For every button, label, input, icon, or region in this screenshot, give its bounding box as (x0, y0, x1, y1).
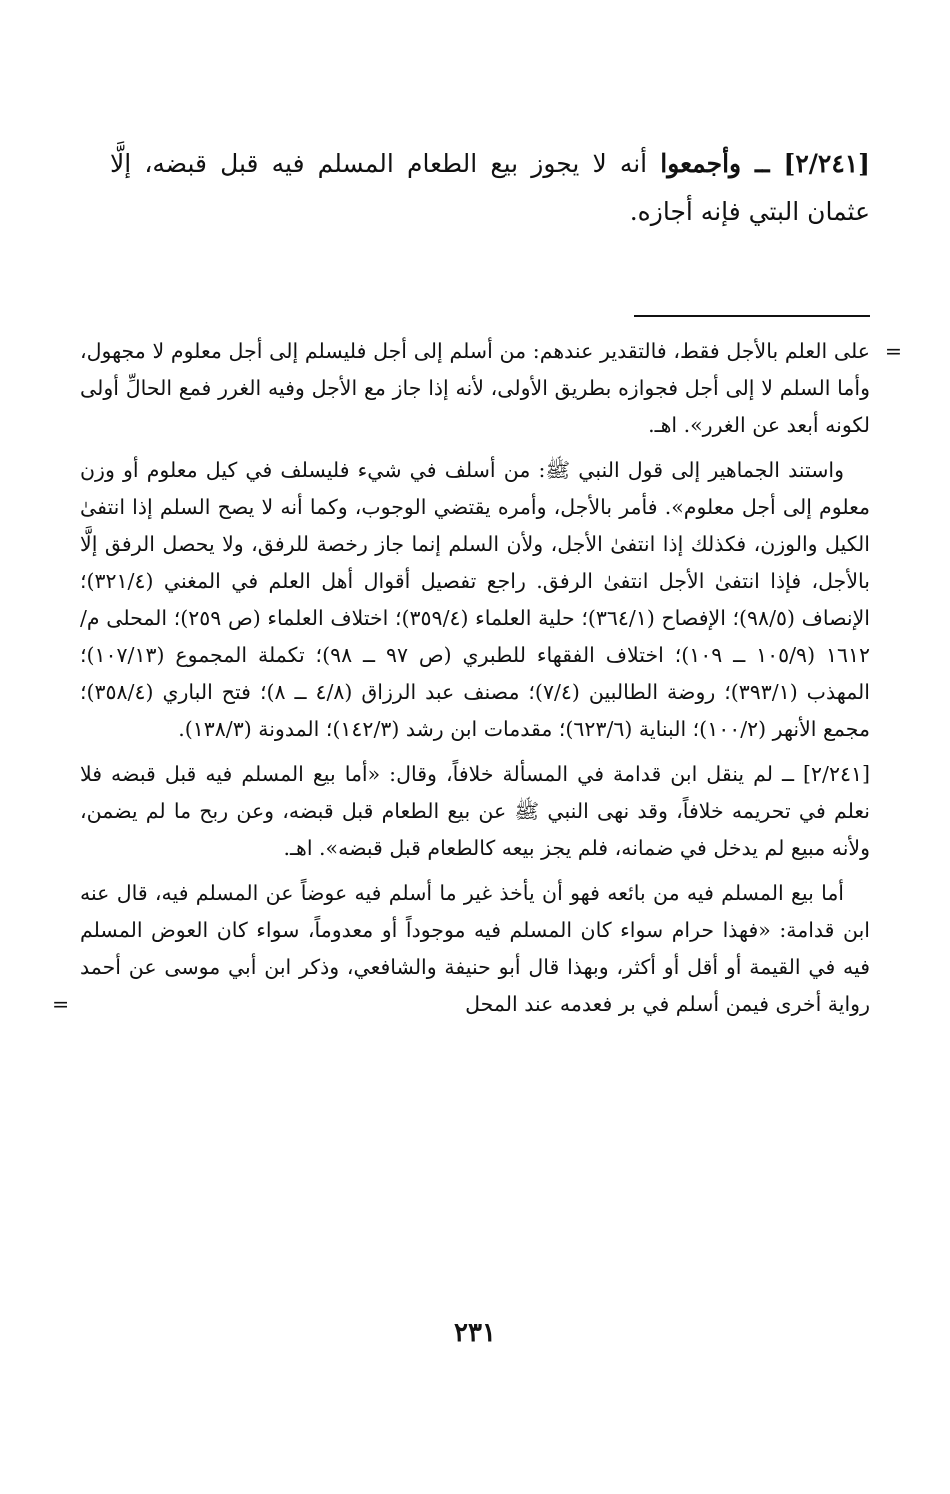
main-paragraph-lead: [٢/٢٤١] ــ وأجمعوا (660, 149, 871, 178)
footnote-paragraph-1-text: على العلم بالأجل فقط، فالتقدير عندهم: من أسلم إلى أجل فليسلم إلى أجل معلوم لا مجهول، وأما السلم لا إلى أجل فجوازه بطريق الأولى، لأنه إذا جاز مع الأجل وفيه الغرر فمع الحالِّ أولى لكونه أبعد عن الغرر». اهـ. (80, 339, 870, 437)
footnote-paragraph-3: [٢/٢٤١] ــ لم ينقل ابن قدامة في المسألة خلافاً، وقال: «أما بيع المسلم فيه قبل قبضه فلا نعلم في تحريمه خلافاً، وقد نهى النبي ﷺ عن بيع الطعام قبل قبضه، وعن ربح ما لم يضمن، ولأنه مبيع لم يدخل في ضمانه، فلم يجز بيعه كالطعام قبل قبضه». اهـ. (80, 762, 870, 860)
footnote-continues-marker: = (52, 992, 70, 1016)
footnote-paragraph-2: واستند الجماهير إلى قول النبي ﷺ: من أسلف في شيء فليسلف في كيل معلوم أو وزن معلوم إلى أجل معلوم». فأمر بالأجل، وأمره يقتضي الوجوب، وكما أنه لا يصح السلم إذا انتفىٰ الكيل والوزن، فكذلك إذا انتفىٰ الأجل، ولأن السلم إنما جاز رخصة للرفق، ولا يحصل الرفق إلَّا بالأجل، فإذا انتفىٰ الأجل انتفىٰ الرفق. راجع تفصيل أقوال أهل العلم في المغني (٣٢١/٤)؛ الإنصاف (٩٨/٥)؛ الإفصاح (٣٦٤/١)؛ حلية العلماء (٣٥٩/٤)؛ اختلاف العلماء (ص ٢٥٩)؛ المحلى م/١٦١٢ (١٠٥/٩ ــ ١٠٩)؛ اختلاف الفقهاء للطبري (ص ٩٧ ــ ٩٨)؛ تكملة المجموع (١٠٧/١٣)؛ المهذب (٣٩٣/١)؛ روضة الطالبين (٧/٤)؛ مصنف عبد الرزاق (٤/٨ ــ ٨)؛ فتح الباري (٣٥٨/٤)؛ مجمع الأنهر (١٠٠/٢)؛ البناية (٦٢٣/٦)؛ مقدمات ابن رشد (١٤٢/٣)؛ المدونة (١٣٨/٣). (80, 458, 871, 741)
footnote-separator-rule (634, 315, 870, 317)
footnote-paragraph-4-text: أما بيع المسلم فيه من بائعه فهو أن يأخذ غير ما أسلم فيه عوضاً عن المسلم فيه، قال عنه ابن قدامة: «فهذا حرام سواء كان المسلم فيه موجوداً أو معدوماً، سواء كان العوض المسلم فيه في القيمة أو أقل أو أكثر، وبهذا قال أبو حنيفة والشافعي، وذكر ابن أبي موسى عن أحمد رواية أخرى فيمن أسلم في بر فعدمه عند المحل (80, 881, 870, 1016)
footnote-continuation-marker: = (884, 339, 902, 363)
main-paragraph (110, 140, 870, 236)
footnotes-section (52, 333, 902, 1031)
footnote-paragraph-1 (80, 333, 902, 444)
footnote-paragraph-4 (52, 875, 870, 1023)
main-paragraph-text: أنه لا يجوز بيع الطعام المسلم فيه قبل قبضه، إلَّا عثمان البتي فإنه أجازه. (110, 149, 870, 226)
page-number: ٢٣١ (454, 1318, 496, 1348)
